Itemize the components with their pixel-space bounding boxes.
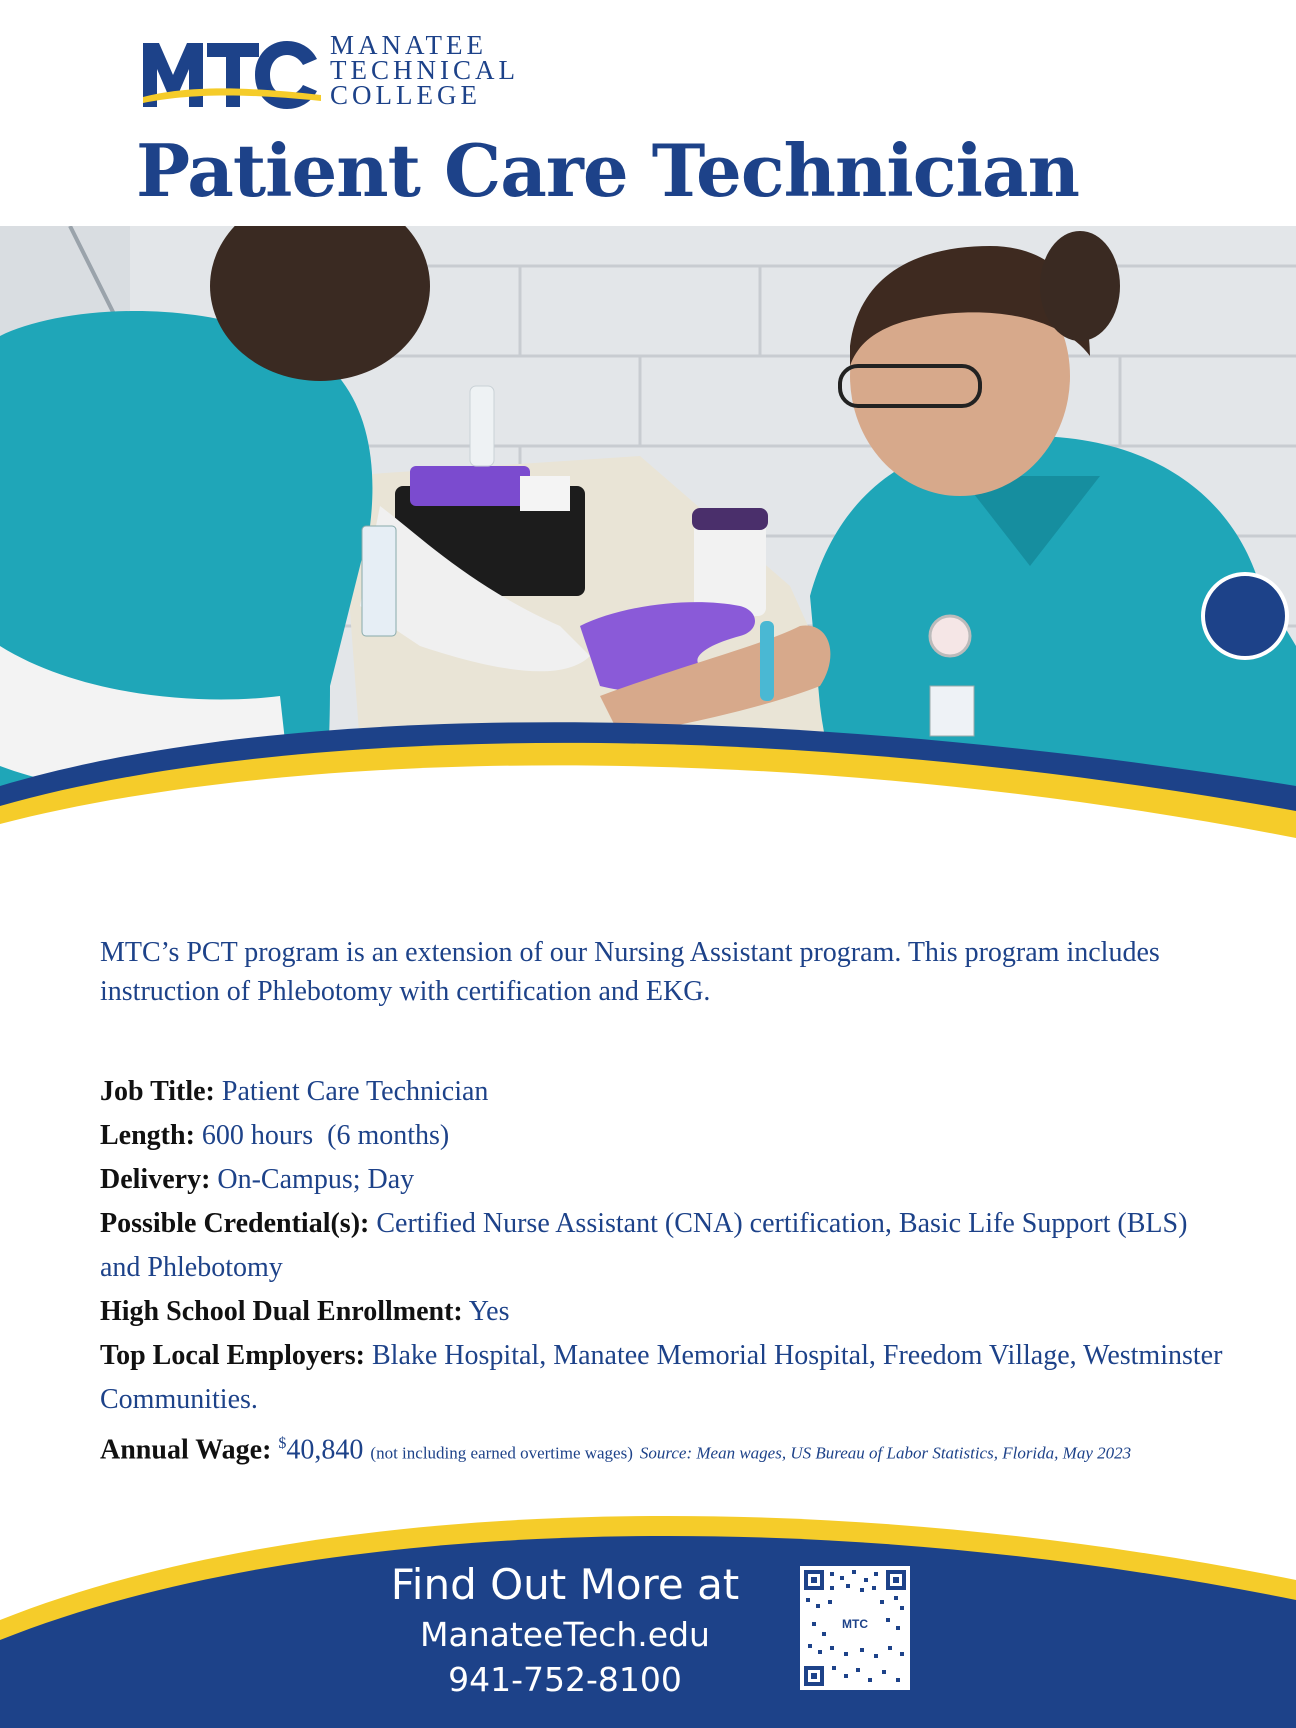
- employers-row: [100, 1334, 1230, 1422]
- program-intro: MTC’s PCT program is an extension of our Nursing Assistant program. This program includes instruction of Phlebotomy with certification and EKG.: [100, 937, 1160, 1007]
- job-title-label: Job Title:: [100, 1076, 215, 1107]
- dual-enrollment-label: High School Dual Enrollment:: [100, 1296, 463, 1327]
- length-row: [100, 1114, 1230, 1158]
- wage-value: 40,840: [286, 1434, 364, 1466]
- program-details: [100, 1070, 1230, 1475]
- college-name-line-3: COLLEGE: [330, 80, 481, 110]
- wage-currency: $: [278, 1435, 287, 1452]
- credentials-value: Certified Nurse Assistant (CNA) certification, Basic Life Support (BLS) and Phlebotomy: [100, 1208, 1188, 1283]
- college-name: [330, 30, 519, 110]
- length-label: Length:: [100, 1120, 195, 1151]
- cta-heading: Find Out More at: [390, 1560, 740, 1609]
- wage-source: Source: Mean wages, US Bureau of Labor Statistics, Florida, May 2023: [639, 1443, 1132, 1463]
- delivery-value: On-Campus; Day: [217, 1164, 415, 1195]
- mtc-logo-mark: [143, 37, 323, 109]
- employers-label: Top Local Employers:: [100, 1340, 365, 1371]
- credentials-row: [100, 1202, 1230, 1290]
- length-value: 600 hours (6 months): [201, 1120, 450, 1151]
- page-title: Patient Care Technician: [136, 128, 1079, 213]
- dual-enrollment-row: [100, 1290, 1230, 1334]
- wage-row: [100, 1422, 1230, 1475]
- employers-value: Blake Hospital, Manatee Memorial Hospital, Freedom Village, Westminster Communities.: [100, 1340, 1223, 1415]
- dual-enrollment-value: Yes: [468, 1296, 510, 1327]
- phone-number[interactable]: 941-752-8100: [448, 1660, 682, 1699]
- college-name-line-2: TECHNICAL: [330, 55, 519, 85]
- logo: [143, 30, 519, 113]
- wage-note: (not including earned overtime wages): [370, 1443, 633, 1463]
- photo-swoosh: [0, 226, 1296, 926]
- wage-label: Annual Wage:: [100, 1434, 272, 1466]
- qr-code-icon: [800, 1566, 910, 1690]
- delivery-label: Delivery:: [100, 1164, 211, 1195]
- call-to-action: [330, 1558, 800, 1702]
- delivery-row: [100, 1158, 1230, 1202]
- qr-center-logo: MTC: [842, 1617, 868, 1631]
- job-title-value: Patient Care Technician: [221, 1076, 489, 1107]
- job-title-row: [100, 1070, 1230, 1114]
- college-name-line-1: MANATEE: [330, 30, 487, 60]
- website-link[interactable]: ManateeTech.edu: [420, 1615, 710, 1654]
- credentials-label: Possible Credential(s):: [100, 1208, 370, 1239]
- qr-code[interactable]: [800, 1566, 910, 1690]
- hero-photo: [0, 226, 1296, 926]
